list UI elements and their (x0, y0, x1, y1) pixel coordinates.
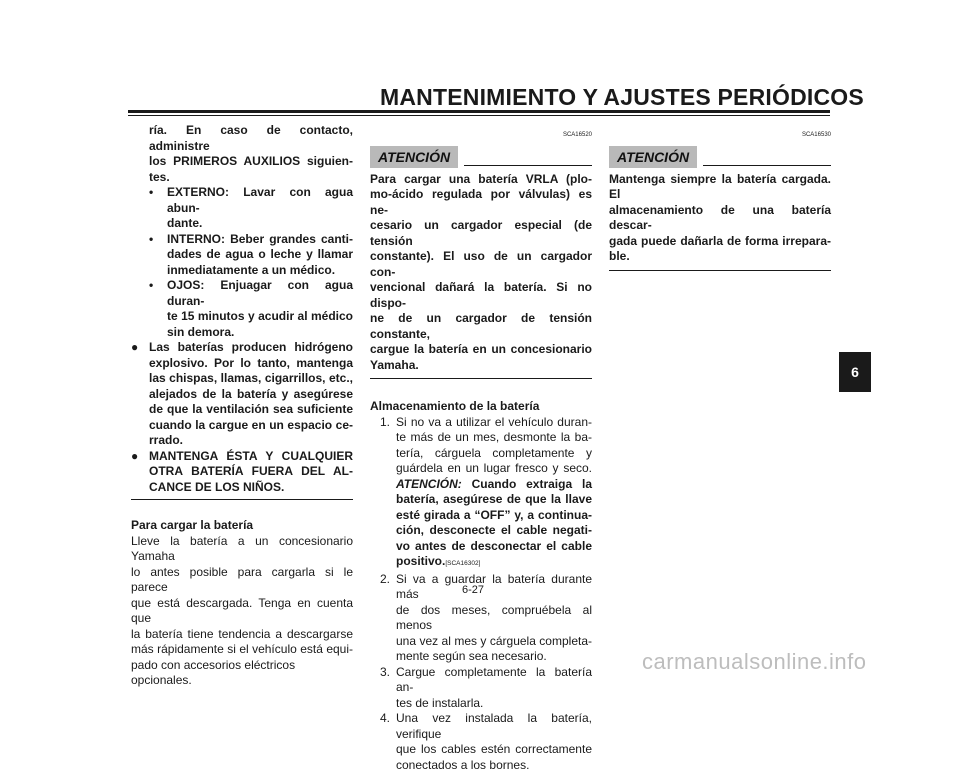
reference-code: SCA16520 (370, 128, 592, 144)
notice-header (609, 146, 831, 168)
notice-rule (609, 270, 831, 271)
list-item: 2. Si va a guardar la batería durante más de dos meses, compruébela al menos una vez al mes y cárguela completa- mente según sea necesario. (370, 572, 592, 665)
section-title: Almacenamiento de la batería (370, 399, 592, 415)
section-rule (131, 499, 353, 500)
reference-code: SCA16530 (609, 128, 831, 144)
inline-attention-label: ATENCIÓN: (396, 477, 462, 491)
list-item: 3. Cargue completamente la batería an- tes de instalarla. (370, 665, 592, 712)
bullet-icon: • (149, 185, 153, 201)
notice-text: Mantenga siempre la batería cargada. El almacenamiento de una batería descar- gada puede dañarla de forma irrepara- ble. (609, 172, 831, 265)
notice-header (370, 146, 592, 168)
attention-badge: ATENCIÓN (370, 146, 458, 168)
chapter-tab: 6 (839, 352, 871, 392)
bullet-circle-icon: ● (131, 340, 138, 356)
list-item: 1. Si no va a utilizar el vehículo duran- te más de un mes, desmonte la ba- tería, cárguela completamente y guárdela en un lugar fresco y seco. ATENCIÓN: Cuando extraiga la batería, asegúrese de que la llave esté girada a “OFF” y, a continua- ción, desconecte el cable negati- vo antes de desconectar el cable positivo.[SCA16302] (370, 415, 592, 572)
list-item: ● Las baterías producen hidrógeno explosivo. Por lo tanto, mantenga las chispas, llamas, cigarrillos, etc., alejados de la batería y asegúrese de que la ventilación sea suficiente cuando la cargue en un espacio ce- rrado. (131, 340, 353, 449)
notice-header-rule (464, 165, 592, 166)
column-2 (370, 128, 592, 773)
column-3 (609, 128, 831, 271)
warning-continuation: ría. En caso de contacto, administre los PRIMEROS AUXILIOS siguien- tes. (131, 123, 353, 185)
notice-rule (370, 378, 592, 379)
bullet-icon: • (149, 278, 153, 294)
list-item: • OJOS: Enjuagar con agua duran- te 15 minutos y acudir al médico sin demora. (149, 278, 353, 340)
section-title: Para cargar la batería (131, 518, 353, 534)
header-rule-thin (128, 115, 830, 116)
body-paragraph: Lleve la batería a un concesionario Yamaha lo antes posible para cargarla si le parece que está descargada. Tenga en cuenta que la batería tiene tendencia a descargarse más rápidamente si el vehículo está equi- pado con accesorios eléctricos opcionales. (131, 534, 353, 689)
warning-bullets (131, 340, 353, 495)
reference-code: [SCA16302] (445, 560, 480, 567)
bullet-icon: • (149, 232, 153, 248)
column-1 (131, 123, 353, 689)
list-item: ● MANTENGA ÉSTA Y CUALQUIER OTRA BATERÍA FUERA DEL AL- CANCE DE LOS NIÑOS. (131, 449, 353, 496)
list-item: • EXTERNO: Lavar con agua abun- dante. (149, 185, 353, 232)
list-item: • INTERNO: Beber grandes canti- dades de agua o leche y llamar inmediatamente a un médico. (149, 232, 353, 279)
bullet-circle-icon: ● (131, 449, 138, 465)
page-title: MANTENIMIENTO Y AJUSTES PERIÓDICOS (380, 84, 864, 111)
page-number: 6-27 (462, 584, 484, 596)
header-rule (128, 110, 830, 113)
notice-text: Para cargar una batería VRLA (plo- mo-ácido regulada por válvulas) es ne- cesario un cargador especial (de tensión constante). El uso de un cargador con- vencional dañará la batería. Si no dispo- ne de un cargador de tensión constante, cargue la batería en un concesionario Yamaha. (370, 172, 592, 374)
list-item: 4. Una vez instalada la batería, verifique que los cables estén correctamente conectados a los bornes. (370, 711, 592, 773)
first-aid-list (131, 185, 353, 340)
attention-badge: ATENCIÓN (609, 146, 697, 168)
watermark: carmanualsonline.info (642, 649, 867, 675)
notice-header-rule (703, 165, 831, 166)
